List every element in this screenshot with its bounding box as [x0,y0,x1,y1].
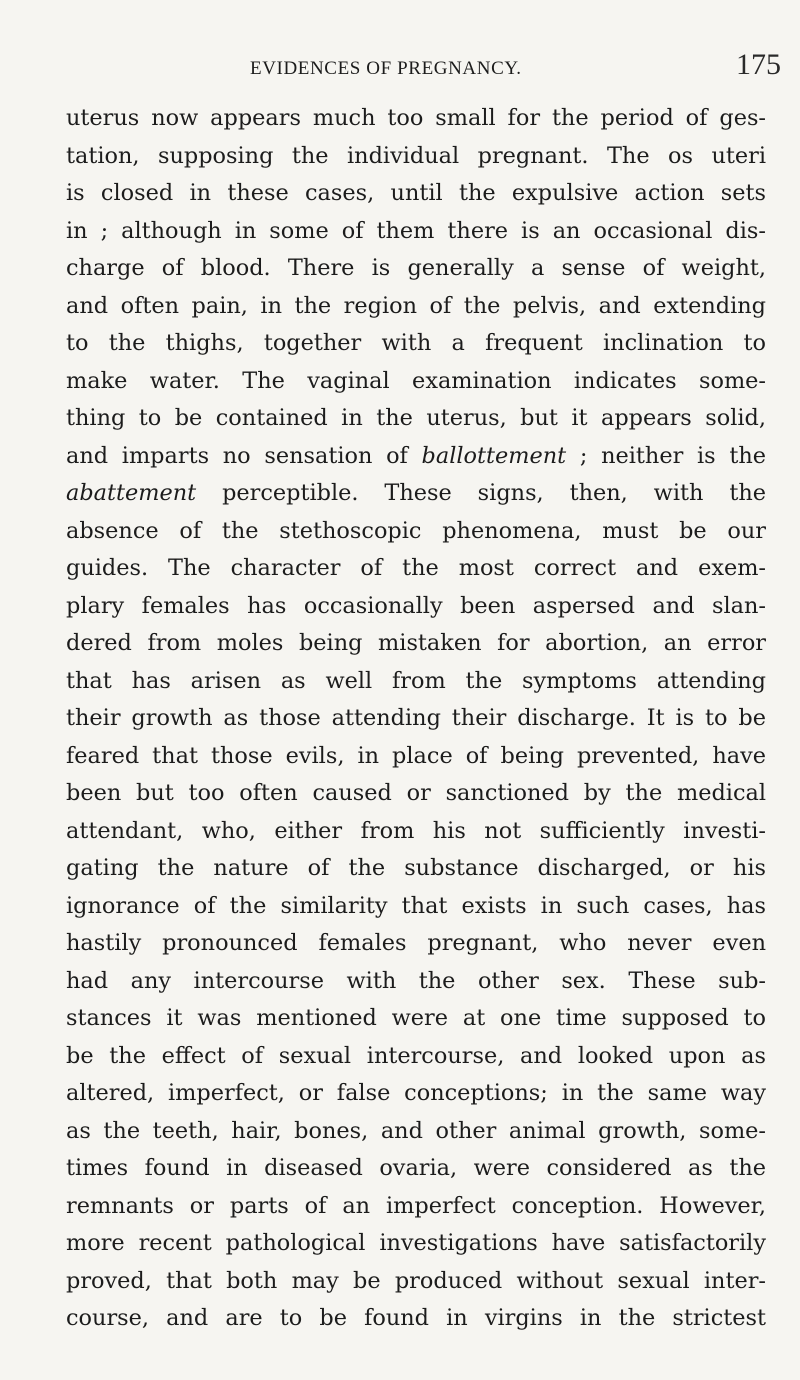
text-segment: absence of the stethoscopic phenomena, must be our [66,517,766,544]
text-segment: gating the nature of the substance discharged, or his [66,855,766,881]
text-line [66,213,766,251]
text-segment: plary females has occasionally been aspersed and slan- [66,592,766,619]
text-segment: uterus now appears much too small for the period of ges- [66,105,766,131]
text-segment: to the thighs, together with a frequent inclination to [66,330,766,356]
text-line [66,475,766,513]
running-head: EVIDENCES OF PREGNANCY. [250,58,522,79]
text-line [66,400,766,438]
text-line [66,288,766,326]
text-line [66,550,766,588]
text-line [66,1113,766,1151]
text-line [66,250,766,288]
text-segment: be the effect of sexual intercourse, and looked upon as [66,1042,766,1069]
text-line [66,1038,766,1076]
text-segment: proved, that both may be produced without sexual inter- [66,1267,766,1294]
text-line [66,175,766,213]
text-segment: feared that those evils, in place of being prevented, have [66,742,766,769]
text-segment: as the teeth, hair, bones, and other animal growth, some- [66,1117,766,1144]
text-line [66,963,766,1001]
text-line [66,700,766,738]
text-line [66,813,766,851]
text-line [66,1263,766,1301]
text-line [66,513,766,551]
page-number: 175 [736,48,781,81]
text-line [66,138,766,176]
text-segment: that has arisen as well from the symptoms attending [66,667,766,694]
text-line [66,1150,766,1188]
text-segment: dered from moles being mistaken for abortion, an error [66,630,766,656]
text-line [66,1300,766,1338]
text-segment: remnants or parts of an imperfect conception. However, [66,1192,766,1219]
text-segment: make water. The vaginal examination indicates some- [66,367,766,394]
text-segment: stances it was mentioned were at one time supposed to [66,1005,766,1031]
text-segment: more recent pathological investigations have satisfactorily [66,1230,766,1256]
text-line [66,738,766,776]
italic-term: abattement [66,480,197,506]
text-line [66,925,766,963]
text-segment: attendant, who, either from his not sufficiently investi- [66,817,766,844]
text-segment: course, and are to be found in virgins in the strictest [66,1305,766,1331]
text-segment: thing to be contained in the uterus, but it appears solid, [66,405,766,431]
text-line [66,1000,766,1038]
text-segment: ; neither is the [566,442,767,469]
text-line [66,438,766,476]
text-segment: had any intercourse with the other sex. These sub- [66,967,766,994]
text-line [66,1225,766,1263]
text-segment: tation, supposing the individual pregnant. The os uteri [66,142,766,169]
text-line [66,625,766,663]
text-segment: and often pain, in the region of the pelvis, and extending [66,292,766,319]
text-segment: in ; although in some of them there is an occasional dis- [66,217,766,244]
text-segment: perceptible. These signs, then, with the [196,480,766,506]
text-line [66,663,766,701]
text-segment: guides. The character of the most correct and exem- [66,555,766,581]
text-line [66,850,766,888]
text-segment: hastily pronounced females pregnant, who never even [66,930,766,956]
text-line [66,1075,766,1113]
text-line [66,888,766,926]
text-line [66,363,766,401]
text-segment: charge of blood. There is generally a sense of weight, [66,255,766,281]
text-segment: altered, imperfect, or false conceptions; in the same way [66,1080,766,1106]
text-segment: and imparts no sensation of [66,442,422,469]
text-line [66,100,766,138]
text-line [66,775,766,813]
text-segment: been but too often caused or sanctioned by the medical [66,780,766,806]
text-line [66,1188,766,1226]
text-line [66,588,766,626]
text-line [66,325,766,363]
text-segment: their growth as those attending their discharge. It is to be [66,705,766,731]
text-segment: ignorance of the similarity that exists in such cases, has [66,892,766,919]
italic-term: ballottement [421,442,567,469]
text-segment: times found in diseased ovaria, were considered as the [66,1155,766,1181]
text-segment: is closed in these cases, until the expulsive action sets [66,180,766,206]
body-text [66,100,766,1338]
